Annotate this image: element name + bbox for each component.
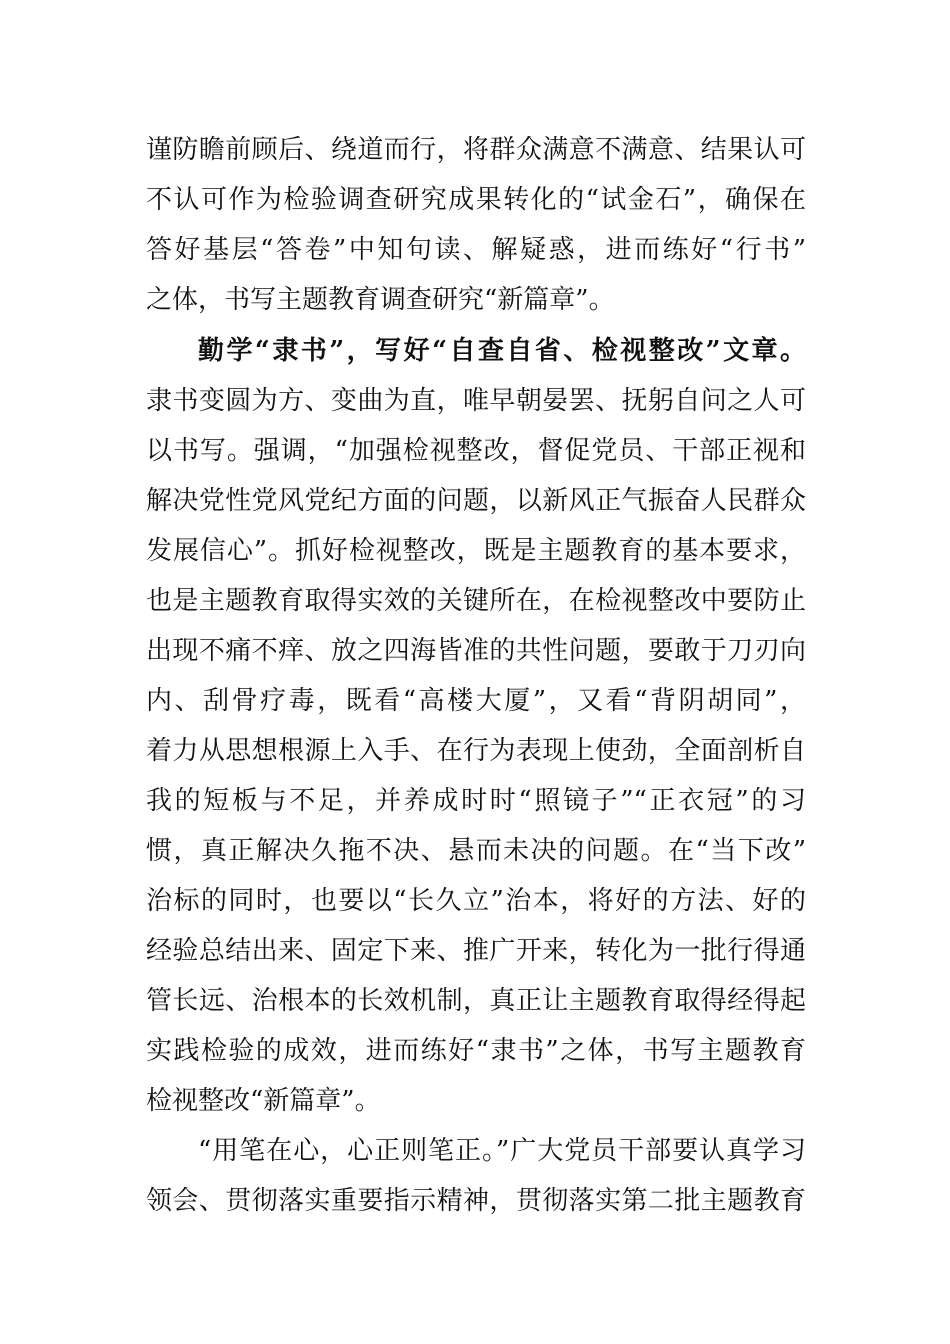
- paragraph-line: 我的短板与不足，并养成时时“照镜子”“正衣冠”的习: [146, 786, 806, 816]
- paragraph-line: 内、刮骨疗毒，既看“高楼大厦”，又看“背阴胡同”，: [146, 686, 806, 716]
- paragraph-line: 不认可作为检验调查研究成果转化的“试金石”，确保在: [146, 185, 806, 215]
- paragraph-line: “用笔在心，心正则笔正。”广大党员干部要认真学习: [198, 1136, 806, 1166]
- section-heading: 勤学“隶书”，写好“自查自省、检视整改”文章。: [198, 336, 806, 366]
- paragraph-line: 谨防瞻前顾后、绕道而行，将群众满意不满意、结果认可: [146, 135, 806, 165]
- paragraph-line: 发展信心”。抓好检视整改，既是主题教育的基本要求，: [146, 536, 806, 566]
- paragraph-line: 也是主题教育取得实效的关键所在，在检视整改中要防止: [146, 586, 806, 616]
- paragraph-line: 惯，真正解决久拖不决、悬而未决的问题。在“当下改”: [146, 836, 806, 866]
- paragraph-line: 着力从思想根源上入手、在行为表现上使劲，全面剖析自: [146, 736, 806, 766]
- paragraph-line: 隶书变圆为方、变曲为直，唯早朝晏罢、抚躬自问之人可: [146, 386, 806, 416]
- paragraph-line: 经验总结出来、固定下来、推广开来，转化为一批行得通: [146, 936, 806, 966]
- paragraph-line: 解决党性党风党纪方面的问题，以新风正气振奋人民群众: [146, 486, 806, 516]
- paragraph-line: 检视整改“新篇章”。: [146, 1086, 381, 1116]
- paragraph-line: 治标的同时，也要以“长久立”治本，将好的方法、好的: [146, 886, 806, 916]
- paragraph-line: 出现不痛不痒、放之四海皆准的共性问题，要敢于刀刃向: [146, 636, 806, 666]
- paragraph-line: 管长远、治根本的长效机制，真正让主题教育取得经得起: [146, 986, 806, 1016]
- paragraph-line: 之体，书写主题教育调查研究“新篇章”。: [146, 285, 615, 315]
- paragraph-line: 以书写。强调，“加强检视整改，督促党员、干部正视和: [146, 436, 806, 466]
- paragraph-line: 答好基层“答卷”中知句读、解疑惑，进而练好“行书”: [146, 235, 806, 265]
- paragraph-line: 实践检验的成效，进而练好“隶书”之体，书写主题教育: [146, 1036, 806, 1066]
- paragraph-line: 领会、贯彻落实重要指示精神，贯彻落实第二批主题教育: [146, 1186, 806, 1216]
